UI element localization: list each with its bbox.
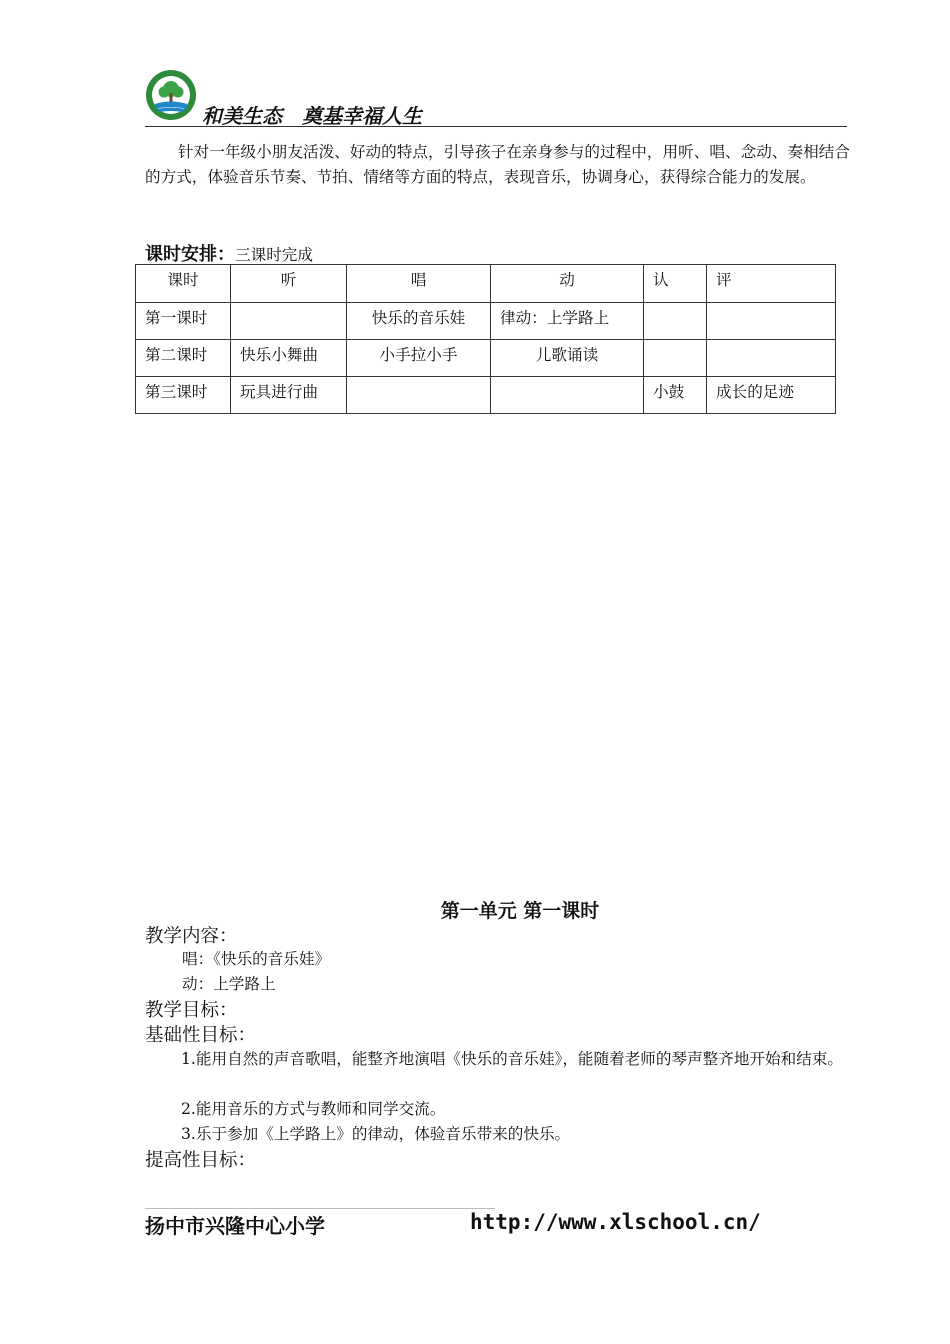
table-row [136,340,836,377]
table-cell [707,303,836,340]
table-cell [491,377,644,414]
footer-divider [145,1208,495,1209]
header-cell-evaluate: 评 [707,265,836,303]
goal-label: 教学目标： [145,1000,238,1021]
table-cell [644,340,707,377]
table-cell: 快乐的音乐娃 [347,303,491,340]
table-row [136,303,836,340]
header-cell-lesson: 课时 [136,265,231,303]
content-label: 教学内容： [145,926,238,947]
advanced-goal-label: 提高性目标： [145,1150,257,1171]
intro-paragraph: 针对一年级小朋友活泼、好动的特点，引导孩子在亲身参与的过程中，用听、唱、念动、奏相结合的方式，体验音乐节奏、节拍、情绪等方面的特点，表现音乐，协调身心，获得综合能力的发展。 [145,143,850,186]
footer-school-name: 扬中市兴隆中心小学 [145,1214,325,1238]
header-divider [145,126,847,127]
table-row [136,377,836,414]
table-cell: 第一课时 [136,303,231,340]
schedule-label: 课时安排： [145,244,235,265]
table-cell: 小鼓 [644,377,707,414]
schedule-heading [145,240,313,266]
footer-url-link[interactable]: http://www.xlschool.cn/ [470,1210,761,1234]
basic-goal-item: 1.能用自然的声音歌唱，能整齐地演唱《快乐的音乐娃》，能随着老师的琴声整齐地开始和结束。 [181,1050,844,1068]
header-cell-move: 动 [491,265,644,303]
schedule-table [135,264,836,414]
header-cell-sing: 唱 [347,265,491,303]
table-cell [644,303,707,340]
content-item: 动：上学路上 [182,975,276,993]
table-header-row [136,265,836,303]
unit-title: 第一单元 第一课时 [440,900,600,922]
table-cell: 小手拉小手 [347,340,491,377]
content-item: 唱：《快乐的音乐娃》 [182,950,331,968]
table-cell: 律动：上学路上 [491,303,644,340]
table-cell: 成长的足迹 [707,377,836,414]
basic-goal-item: 3.乐于参加《上学路上》的律动，体验音乐带来的快乐。 [181,1125,571,1143]
header-cell-recognize: 认 [644,265,707,303]
table-cell: 儿歌诵读 [491,340,644,377]
table-cell [231,303,347,340]
table-cell [707,340,836,377]
school-motto: 和美生态 奠基幸福人生 [202,104,422,128]
schedule-value: 三课时完成 [235,246,313,264]
basic-goal-item: 2.能用音乐的方式与教师和同学交流。 [181,1100,446,1118]
table-cell [347,377,491,414]
basic-goal-label: 基础性目标： [145,1025,257,1046]
school-logo-icon [145,69,197,121]
table-cell: 玩具进行曲 [231,377,347,414]
table-cell: 第二课时 [136,340,231,377]
table-cell: 快乐小舞曲 [231,340,347,377]
header-cell-listen: 听 [231,265,347,303]
table-cell: 第三课时 [136,377,231,414]
